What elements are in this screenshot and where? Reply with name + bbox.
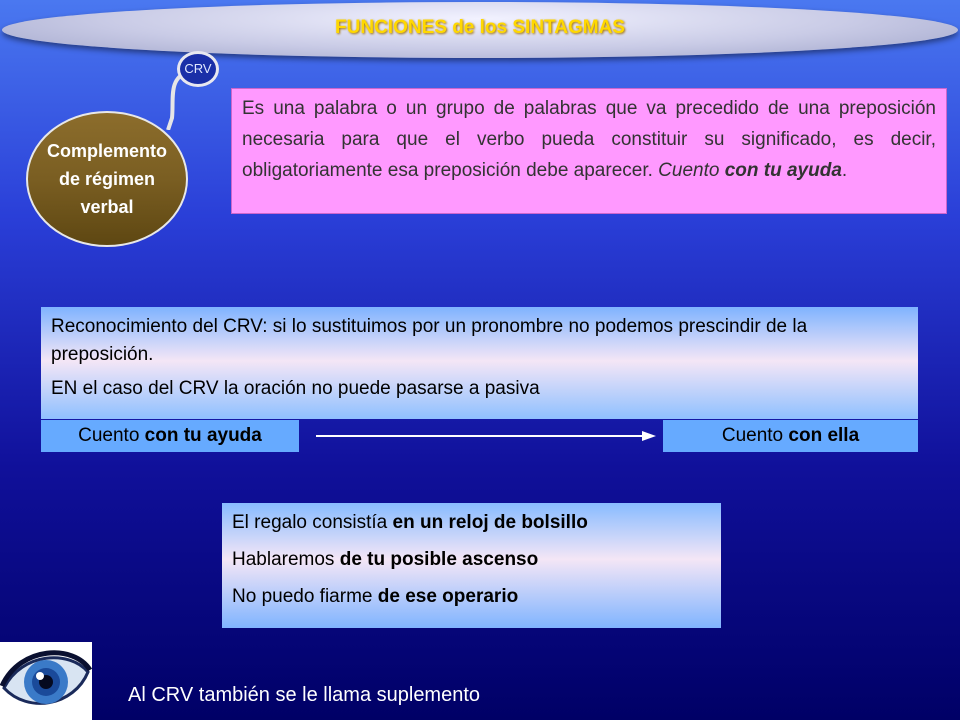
example-item <box>232 585 711 608</box>
example-bold: de ese operario <box>377 586 519 607</box>
concept-oval <box>26 111 188 247</box>
example-plain: Hablaremos <box>232 549 340 570</box>
eye-icon <box>0 642 92 720</box>
examples-box <box>222 503 721 628</box>
footer-note: Al CRV también se le llama suplemento <box>128 684 481 706</box>
crv-badge: CRV <box>177 51 219 87</box>
transform-original-bold: con tu ayuda <box>144 425 262 446</box>
recognition-line-2: EN el caso del CRV la oración no puede pasarse a pasiva <box>51 378 540 399</box>
transform-original-plain: Cuento <box>78 425 145 446</box>
transform-result <box>663 420 918 452</box>
concept-label: Complemento de régimen verbal <box>46 141 167 217</box>
example-bold: de tu posible ascenso <box>339 549 539 570</box>
transform-original <box>41 420 299 452</box>
recognition-line-1: Reconocimiento del CRV: si lo sustituimos por un pronombre no podemos prescindir de la preposición. <box>51 316 808 365</box>
definition-example-bold: con tu ayuda <box>724 160 842 181</box>
page-title: FUNCIONES de los SINTAGMAS <box>335 17 625 38</box>
definition-box <box>231 88 947 214</box>
example-plain: El regalo consistía <box>232 512 393 533</box>
definition-end: . <box>841 160 848 181</box>
arrow-icon <box>314 426 658 446</box>
example-plain: No puedo fiarme <box>232 586 378 607</box>
transform-result-plain: Cuento <box>721 425 789 446</box>
example-item <box>232 511 711 534</box>
transform-result-bold: con ella <box>788 425 860 446</box>
example-bold: en un reloj de bolsillo <box>392 512 588 533</box>
definition-example-italic: Cuento <box>658 160 725 181</box>
definition-text: Es una palabra o un grupo de palabras que va precedido de una preposición necesaria para que el verbo pueda constituir su significado, es decir, obligatoriamente esa preposición debe aparecer. <box>242 98 936 181</box>
recognition-box <box>41 307 918 419</box>
example-item <box>232 548 711 571</box>
